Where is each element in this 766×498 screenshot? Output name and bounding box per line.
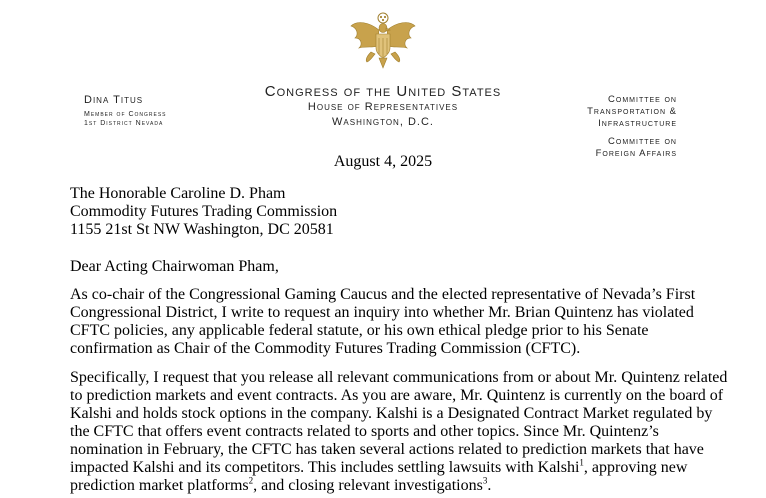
footnote-ref-2[interactable]: 2 <box>248 475 254 486</box>
letterhead-congress: Congress of the United States <box>264 83 502 100</box>
footnote-ref-3[interactable]: 3 <box>482 475 488 486</box>
footnote-ref-1[interactable]: 1 <box>579 457 584 468</box>
committee-1-line-2: Transportation & <box>587 106 677 117</box>
recipient-name: The Honorable Caroline D. Pham <box>70 185 286 202</box>
paragraph-2 <box>70 369 730 495</box>
paragraph-2-main: Specifically, I request that you release all relevant communications from or about Mr. Quintenz related to prediction markets and event contracts. As you are aware, Mr. Quintenz is currently on the board of Kalshi and holds stock options in the company. Kalshi is a Designated Contract Market regulated by the CFTC that offers event contracts related to sports and other topics. Since Mr. Quintenz’s nomination in February, the CFTC has taken several actions related to prediction markets that have impacted Kalshi and its competitors. This includes settling lawsuits with Kalshi <box>70 369 728 476</box>
committee-block <box>587 94 677 160</box>
letterhead-city: Washington, D.C. <box>332 116 434 128</box>
recipient-address <box>70 185 337 239</box>
committee-2-line-1: Committee on <box>608 136 677 147</box>
salutation: Dear Acting Chairwoman Pham, <box>70 258 279 275</box>
committee-1-line-1: Committee on <box>608 94 677 105</box>
recipient-street: 1155 21st St NW Washington, DC 20581 <box>70 221 334 238</box>
paragraph-2-mid: , approving new prediction market platforms <box>70 459 688 494</box>
recipient-org: Commodity Futures Trading Commission <box>70 203 338 220</box>
member-block <box>84 94 167 128</box>
committee-1-line-3: Infrastructure <box>598 118 677 129</box>
letterhead-house: House of Representatives <box>307 101 459 113</box>
letter-date: August 4, 2025 <box>333 153 433 170</box>
paragraph-2-end: , and closing relevant investigations <box>253 477 483 494</box>
committee-2-line-2: Foreign Affairs <box>595 148 677 159</box>
member-name: Dina Titus <box>84 94 144 106</box>
house-seal-eagle-icon <box>349 12 417 74</box>
paragraph-1: As co-chair of the Congressional Gaming Caucus and the elected representative of Nevada’s First Congressional District, I write to request an inquiry into whether Mr. Brian Quintenz has violated CFTC policies, any applicable federal statute, or his own ethical pledge prior to his Senate confirmation as Chair of the Commodity Futures Trading Commission (CFTC). <box>70 286 696 357</box>
member-title: Member of Congress <box>84 111 167 118</box>
member-district: 1st District Nevada <box>84 120 164 127</box>
paragraph-2-tail: . <box>487 477 492 494</box>
